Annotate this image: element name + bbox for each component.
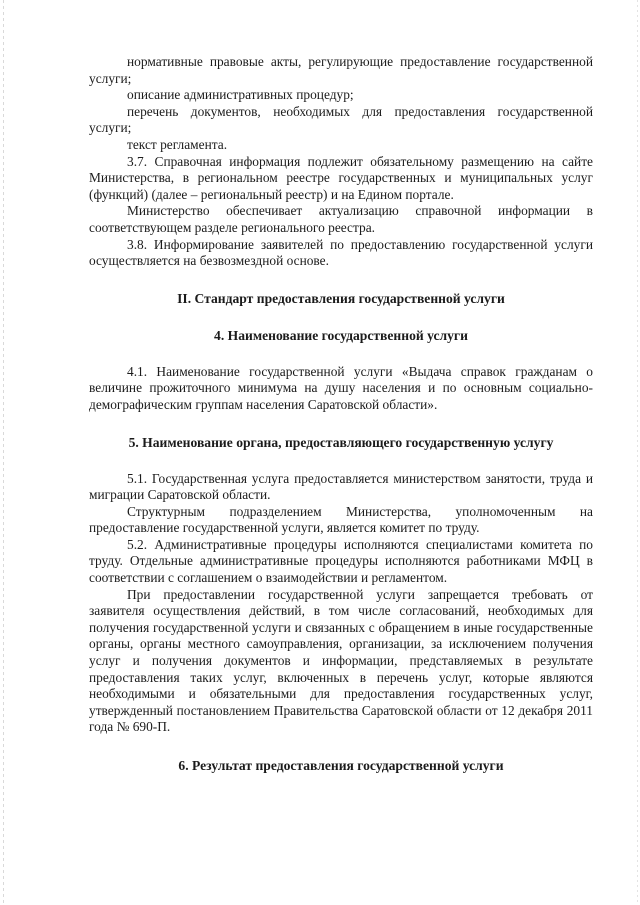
scan-edge-left xyxy=(3,0,4,905)
paragraph-npa: нормативные правовые акты, регулирующие предоставление государственной услуги; xyxy=(89,54,593,86)
paragraph-3-8: 3.8. Информирование заявителей по предоставлению государственной услуги осуществляется на безвозмездной основе. xyxy=(89,236,593,269)
section-heading-service-name: 4. Наименование государственной услуги xyxy=(214,327,468,343)
paragraph-regulation-text: текст регламента. xyxy=(127,136,228,152)
paragraph-actualization: Министерство обеспечивает актуализацию справочной информации в соответствующем разделе регионального реестра. xyxy=(89,203,593,235)
paragraph-3-7: 3.7. Справочная информация подлежит обязательному размещению на сайте Министерства, в региональном реестре государственных и муниципальных услуг (функций) (далее – региональный реестр) и на Едином портале. xyxy=(89,153,593,202)
paragraph-prohibition: При предоставлении государственной услуги запрещается требовать от заявителя осуществления действий, в том числе согласований, необходимых для получения государственной услуги и связанных с обращением в иные государственные органы, органы местного самоуправления, организации, за исключением получения услуг и получения документов и информации, представляемых в результате предоставления таких услуг, включенных в перечень услуг, которые являются необходимыми и обязательными для предоставления государственных услуг, утвержденный постановлением Правительства Саратовской области от 12 декабря 2011 года № 690-П. xyxy=(89,586,593,735)
paragraph-5-1: 5.1. Государственная услуга предоставляется министерством занятости, труда и миграции Саратовской области. xyxy=(89,470,593,503)
paragraph-4-1: 4.1. Наименование государственной услуги «Выдача справок гражданам о величине прожиточного минимума на душу населения и по основным социально-демографическим группам населения Саратовской области». xyxy=(89,363,593,412)
section-heading-standard: II. Стандарт предоставления государственной услуги xyxy=(177,290,505,306)
paragraph-documents-list: перечень документов, необходимых для предоставления государственной услуги; xyxy=(89,103,593,136)
section-heading-result: 6. Результат предоставления государственной услуги xyxy=(178,758,504,773)
paragraph-structural-unit: Структурным подразделением Министерства, уполномоченным на предоставление государственной услуги, является комитет по труду. xyxy=(89,503,593,536)
document-body xyxy=(89,54,593,774)
scan-edge-right xyxy=(637,0,638,905)
paragraph-5-2: 5.2. Административные процедуры исполняются специалистами комитета по труду. Отдельные административные процедуры исполняются работниками МФЦ в соответствии с соглашением о взаимодействии и регламентом. xyxy=(89,536,593,586)
paragraph-admin-procedures: описание административных процедур; xyxy=(127,87,354,103)
section-heading-authority: 5. Наименование органа, предоставляющего государственную услугу xyxy=(128,434,554,450)
